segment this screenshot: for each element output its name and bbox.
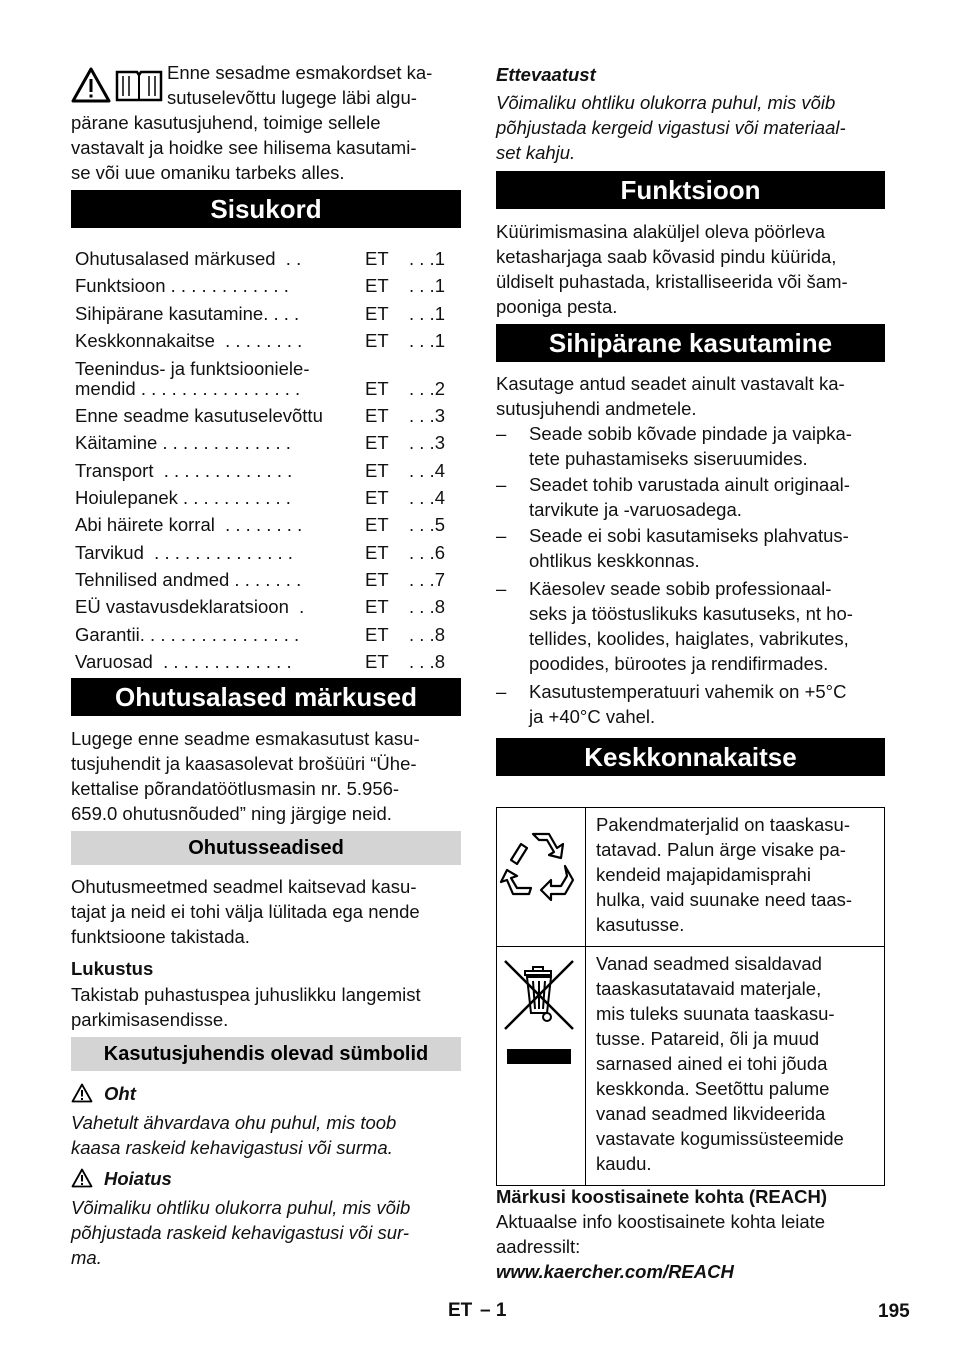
- caution-label: Ettevaatust: [496, 64, 596, 85]
- devices-line: Ohutusmeetmed seadmel kaitsevad kasu-: [71, 876, 417, 897]
- dash-bullet: –: [496, 525, 507, 546]
- toc-entry: [75, 458, 457, 485]
- toc-entry: [75, 246, 457, 273]
- toc-entry-title: Hoiulepanek . . . . . . . . . . .: [75, 487, 291, 508]
- footer-page-label: – 1: [480, 1300, 507, 1321]
- toc-entry-title: Ohutusalased märkused . .: [75, 248, 302, 269]
- environment-table: [496, 807, 885, 1186]
- toc-entry-code: ET: [365, 330, 389, 351]
- function-line: pooniga pesta.: [496, 296, 618, 317]
- toc-entry-page: . . .1: [409, 330, 445, 351]
- environment-heading: Keskkonnakaitse: [496, 738, 885, 776]
- toc-entry-code: ET: [365, 514, 389, 535]
- intended-use-item-line: Kasutustemperatuuri vahemik on +5°C: [529, 681, 847, 702]
- toc-entry-page: . . .6: [409, 542, 445, 563]
- intended-use-item-line: tellides, koolides, haiglates, vabrikutes,: [529, 628, 849, 649]
- toc-entry-title: Garantii. . . . . . . . . . . . . . . .: [75, 624, 300, 645]
- safety-line: Lugege enne seadme esmakasutust kasu-: [71, 728, 420, 749]
- footer-page-number: 195: [878, 1301, 910, 1322]
- intro-line: sutuselevõttu lugege läbi algu-: [167, 87, 417, 108]
- toc-entry-page: . . .8: [409, 651, 445, 672]
- toc-entry-title: Sihipärane kasutamine. . . .: [75, 303, 300, 324]
- toc-entry: [75, 622, 457, 649]
- intro-line: pärane kasutusjuhend, toimige sellele: [71, 112, 381, 133]
- toc-entry: [75, 301, 457, 328]
- reach-line: Aktuaalse info koostisainete kohta leiate: [496, 1211, 826, 1232]
- toc-entry-page: . . .5: [409, 514, 445, 535]
- warning-label: Hoiatus: [104, 1168, 172, 1189]
- toc-entry-title: Teenindus- ja funktsiooniele-: [75, 358, 310, 379]
- intended-use-item-line: ohtlikus keskkonnas.: [529, 550, 700, 571]
- toc-entry: [75, 273, 457, 300]
- environment-text: [596, 808, 884, 941]
- toc-entry-page: . . .8: [409, 624, 445, 645]
- intended-use-item: [496, 472, 885, 522]
- reach-line: aadressilt:: [496, 1236, 581, 1257]
- toc-entry-title: Keskkonnakaitse . . . . . . . .: [75, 330, 303, 351]
- toc-entry-code: ET: [365, 624, 389, 645]
- intended-use-item: [496, 576, 885, 676]
- environment-text-line: mis tuleks suunata taaskasu-: [596, 1003, 835, 1024]
- function-line: Küürimismasina alaküljel oleva pöörleva: [496, 221, 826, 242]
- intended-use-item-line: ja +40°C vahel.: [529, 706, 656, 727]
- environment-text-line: kaudu.: [596, 1153, 652, 1174]
- toc-entry-page: . . .1: [409, 303, 445, 324]
- toc-entry-page: . . .4: [409, 460, 445, 481]
- intended-use-item-line: tarvikute ja -varuosadega.: [529, 499, 742, 520]
- dash-bullet: –: [496, 578, 507, 599]
- safety-devices-heading: Ohutusseadised: [71, 831, 461, 865]
- environment-text: [596, 947, 884, 1180]
- caution-line: põhjustada kergeid vigastusi või materiaal-: [496, 117, 846, 138]
- caution-line: set kahju.: [496, 142, 576, 163]
- toc-entry: [75, 430, 457, 457]
- dash-bullet: –: [496, 681, 507, 702]
- safety-line: 659.0 ohutusnõuded” ning järgige neid.: [71, 803, 392, 824]
- lock-line: parkimisasendisse.: [71, 1009, 229, 1030]
- safety-line: kettalise põrandatöötlusmasin nr. 5.956-: [71, 778, 400, 799]
- toc-entry-page: . . .1: [409, 248, 445, 269]
- caution-line: Võimaliku ohtliku olukorra puhul, mis võib: [496, 92, 836, 113]
- recycle-icon: [497, 808, 585, 946]
- environment-text-line: vastavate kogumissüsteemide: [596, 1128, 844, 1149]
- toc-entry-page: . . .7: [409, 569, 445, 590]
- intro-line: vastavalt ja hoidke see hilisema kasutami-: [71, 137, 417, 158]
- toc-entry-page: . . .2: [409, 378, 445, 399]
- use-line: Kasutage antud seadet ainult vastavalt ka-: [496, 373, 845, 394]
- toc-entry-code: ET: [365, 303, 389, 324]
- danger-line: kaasa raskeid kehavigastusi või surma.: [71, 1137, 393, 1158]
- warning-line: Võimaliku ohtliku olukorra puhul, mis võib: [71, 1197, 411, 1218]
- toc-entry-title: Abi häirete korral . . . . . . . .: [75, 514, 303, 535]
- function-line: ketasharjaga saab kõvasid pindu küürida,: [496, 246, 837, 267]
- toc-entry: [75, 328, 457, 355]
- environment-text-line: kendeid majapidamisprahi: [596, 864, 811, 885]
- toc-entry-title: Funktsioon . . . . . . . . . . . .: [75, 275, 289, 296]
- toc-entry-page: . . .4: [409, 487, 445, 508]
- dash-bullet: –: [496, 423, 507, 444]
- lock-heading: Lukustus: [71, 958, 154, 979]
- environment-row-packaging: [497, 808, 884, 947]
- environment-text-line: Vanad seadmed sisaldavad: [596, 953, 822, 974]
- dash-bullet: –: [496, 474, 507, 495]
- toc-entry: [75, 649, 457, 676]
- toc-entry-code: ET: [365, 405, 389, 426]
- warning-line: põhjustada raskeid kehavigastusi või sur-: [71, 1222, 409, 1243]
- toc-entry: [75, 512, 457, 539]
- toc-entry-page: . . .8: [409, 596, 445, 617]
- lock-line: Takistab puhastuspea juhuslikku langemist: [71, 984, 421, 1005]
- toc-entry-title: Transport . . . . . . . . . . . . .: [75, 460, 293, 481]
- environment-text-line: taaskasutatavaid materjale,: [596, 978, 822, 999]
- toc-entry-code: ET: [365, 542, 389, 563]
- intended-use-item-line: Seadet tohib varustada ainult originaal-: [529, 474, 850, 495]
- toc-entry: [75, 594, 457, 621]
- intended-use-item-line: Käesolev seade sobib professionaal-: [529, 578, 832, 599]
- toc-entry-code: ET: [365, 460, 389, 481]
- toc-entry-title: EÜ vastavusdeklaratsioon .: [75, 596, 305, 617]
- toc-entry-code: ET: [365, 596, 389, 617]
- danger-line: Vahetult ähvardava ohu puhul, mis toob: [71, 1112, 397, 1133]
- function-heading: Funktsioon: [496, 171, 885, 209]
- toc-entry: [75, 485, 457, 512]
- warning-triangle-icon: [71, 1168, 93, 1188]
- intended-use-item-line: tete puhastamiseks siseruumides.: [529, 448, 808, 469]
- environment-text-line: kasutusse.: [596, 914, 685, 935]
- toc-entry: [75, 376, 457, 403]
- toc-entry-page: . . .1: [409, 275, 445, 296]
- toc-entry-page: . . .3: [409, 432, 445, 453]
- toc-entry-title: Varuosad . . . . . . . . . . . . .: [75, 651, 292, 672]
- environment-icon-cell: [497, 808, 586, 946]
- function-line: üldiselt puhastada, kristalliseerida või šam-: [496, 271, 848, 292]
- toc-entry-code: ET: [365, 248, 389, 269]
- warning-triangle-icon: [71, 1083, 93, 1103]
- environment-text-line: hulka, vaid suunake need taas-: [596, 889, 853, 910]
- toc-entry-code: ET: [365, 651, 389, 672]
- devices-line: tajat ja neid ei tohi välja lülitada ega nende: [71, 901, 420, 922]
- intended-use-item-line: Seade sobib kõvade pindade ja vaipka-: [529, 423, 852, 444]
- toc-entry-title: mendid . . . . . . . . . . . . . . . .: [75, 378, 301, 399]
- reach-heading: Märkusi koostisainete kohta (REACH): [496, 1186, 828, 1207]
- intended-use-item-line: Seade ei sobi kasutamiseks plahvatus-: [529, 525, 849, 546]
- use-line: sutusjuhendi andmetele.: [496, 398, 697, 419]
- intro-line: Enne sesadme esmakordset ka-: [167, 62, 433, 83]
- reach-url-link[interactable]: www.kaercher.com/REACH: [496, 1261, 734, 1282]
- toc-entry: [75, 403, 457, 430]
- toc-entry-code: ET: [365, 378, 389, 399]
- toc-entry-title: Tarvikud . . . . . . . . . . . . . .: [75, 542, 293, 563]
- intro-icons: [71, 66, 163, 110]
- intended-use-item-line: seks ja tööstuslikuks kasutuseks, nt ho-: [529, 603, 853, 624]
- toc-entry-page: . . .3: [409, 405, 445, 426]
- toc-entry-code: ET: [365, 432, 389, 453]
- toc-entry-title: Enne seadme kasutuselevõttu: [75, 405, 323, 426]
- environment-text-line: Pakendmaterjalid on taaskasu-: [596, 814, 851, 835]
- warning-manual-icon: [71, 66, 163, 104]
- intended-use-item: [496, 523, 885, 573]
- toc-entry-code: ET: [365, 275, 389, 296]
- intended-use-heading: Sihipärane kasutamine: [496, 324, 885, 362]
- danger-label: Oht: [104, 1083, 136, 1104]
- weee-bin-icon: [497, 947, 585, 1185]
- devices-line: funktsioone takistada.: [71, 926, 250, 947]
- environment-text-line: tatavad. Palun ärge visake pa-: [596, 839, 846, 860]
- toc-entry-title: Käitamine . . . . . . . . . . . . .: [75, 432, 291, 453]
- intro-line: se või uue omaniku tarbeks alles.: [71, 162, 345, 183]
- intended-use-item-line: poodides, bürootes ja rendifirmades.: [529, 653, 829, 674]
- intended-use-item: [496, 679, 885, 729]
- safety-heading: Ohutusalased märkused: [71, 678, 461, 716]
- safety-line: tusjuhendit ja kaasasolevat brošüüri “Ühe-: [71, 753, 417, 774]
- environment-text-line: sarnased ained ei tohi jõuda: [596, 1053, 828, 1074]
- toc-entry: [75, 567, 457, 594]
- environment-text-line: tusse. Patareid, õli ja muud: [596, 1028, 820, 1049]
- warning-line: ma.: [71, 1247, 102, 1268]
- environment-text-line: keskkonda. Seetõttu palume: [596, 1078, 830, 1099]
- footer-section-code: ET: [448, 1300, 473, 1321]
- toc-entry-code: ET: [365, 487, 389, 508]
- environment-row-disposal: [497, 947, 884, 1185]
- toc-entry-title: Tehnilised andmed . . . . . . .: [75, 569, 302, 590]
- toc-entry-code: ET: [365, 569, 389, 590]
- environment-icon-cell: [497, 947, 586, 1185]
- environment-text-line: vanad seadmed likvideerida: [596, 1103, 826, 1124]
- intended-use-item: [496, 421, 885, 471]
- toc-entry: [75, 540, 457, 567]
- symbols-heading: Kasutusjuhendis olevad sümbolid: [71, 1037, 461, 1071]
- toc-heading: Sisukord: [71, 190, 461, 228]
